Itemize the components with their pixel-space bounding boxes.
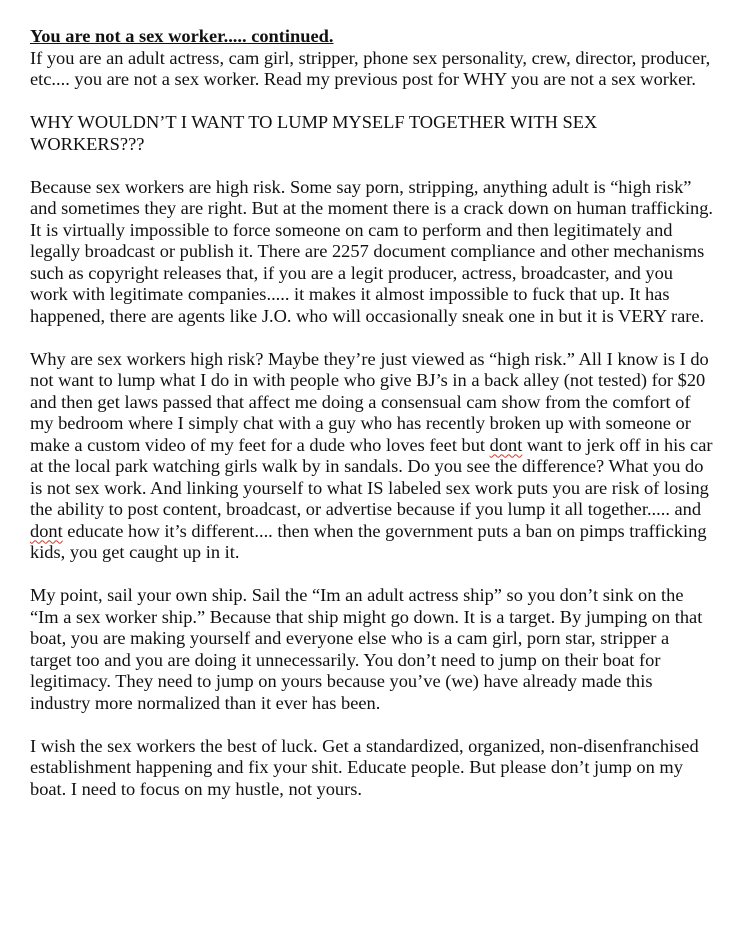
paragraph-text: want to jerk off in his car at the local park watching girls walk by in sandals. Do you see the difference? What you do is not sex work. And linking yourself to what IS labeled sex work puts you are risk of losing the ability to post content, broadcast, or advertise because if you lump it all together..... and (30, 434, 713, 519)
misspelled-word: dont (30, 520, 63, 541)
paragraph-text: educate how it’s different.... then when the government puts a ban on pimps trafficking kids, you get caught up in it. (30, 520, 707, 562)
document-title: You are not a sex worker..... continued. (30, 26, 334, 46)
document-page (30, 26, 714, 822)
section-heading: WHY WOULDN’T I WANT TO LUMP MYSELF TOGETHER WITH SEX WORKERS??? (30, 112, 598, 154)
paragraph-closing: I wish the sex workers the best of luck. Get a standardized, organized, non-disenfranchised establishment happening and fix your shit. Educate people. But please don’t jump on my boat. I need to focus on my hustle, not yours. (30, 735, 699, 799)
misspelled-word: dont (489, 434, 523, 455)
paragraph-why-high-risk (30, 349, 714, 564)
intro-block (30, 26, 714, 91)
intro-paragraph: If you are an adult actress, cam girl, stripper, phone sex personality, crew, director, producer, etc.... you are not a sex worker. Read my previous post for WHY you are not a sex worker. (30, 47, 711, 89)
paragraph-my-point: My point, sail your own ship. Sail the “Im an adult actress ship” so you don’t sink on the “Im a sex worker ship.” Because that ship might go down. It is a target. By jumping on that boat, you are making yourself and everyone else who is a cam girl, porn star, stripper a target too and you are doing it unnecessarily. You don’t need to jump on their boat for legitimacy. They need to jump on yours because you’ve (we) have already made this industry more normalized than it ever has been. (30, 585, 703, 713)
paragraph-high-risk: Because sex workers are high risk. Some say porn, stripping, anything adult is “high risk” and sometimes they are right. But at the moment there is a crack down on human trafficking. It is virtually impossible to force someone on cam to perform and then legitimately and legally broadcast or publish it. There are 2257 document compliance and other mechanisms such as copyright releases that, if you are a legit producer, actress, broadcaster, and you work with legitimate companies..... it makes it almost impossible to fuck that up. It has happened, there are agents like J.O. who will occasionally sneak one in but it is VERY rare. (30, 176, 713, 326)
paragraph-text: Why are sex workers high risk? Maybe they’re just viewed as “high risk.” All I know is I do not want to lump what I do in with people who give BJ’s in a back alley (not tested) for $20 and then get laws passed that affect me doing a consensual cam show from the comfort of my bedroom where I simply chat with a guy who has recently broken up with someone or make a custom video of my feet for a dude who loves feet but (30, 348, 709, 455)
